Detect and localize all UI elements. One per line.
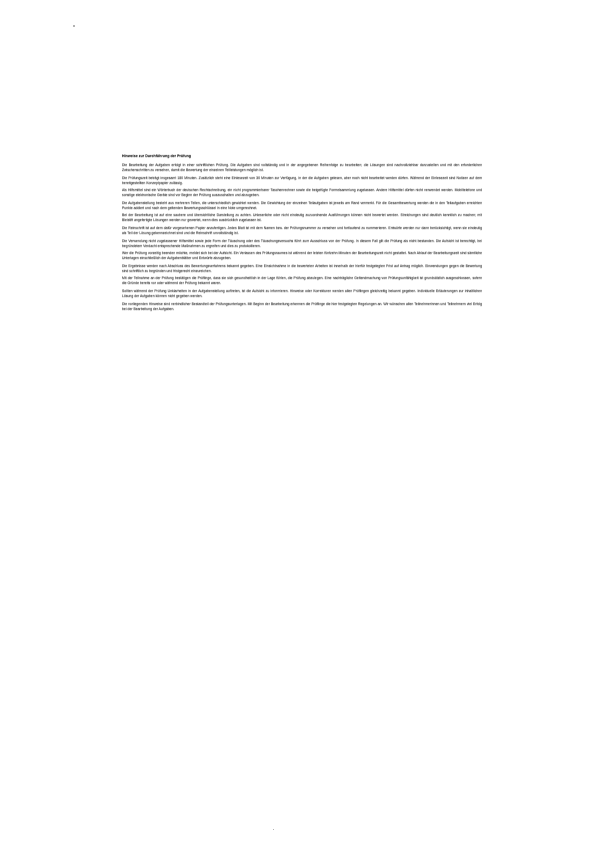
paragraph: Bei der Bearbeitung ist auf eine saubere und übersichtliche Darstellung zu achten. Unleserliche oder nicht eindeutig zuzuordnende Ausführungen können nicht bewertet werden. Streichungen sind deutlich kenntlich zu machen; mit Bleistift angefertigte Lösungen werden nur gewertet, wenn dies ausdrücklich zugelassen ist. (122, 213, 482, 223)
paragraph: Die vorliegenden Hinweise sind verbindlicher Bestandteil der Prüfungsunterlagen. Mit Beginn der Bearbeitung erkennen die Prüflinge die hier festgelegten Regelungen an. Wir wünschen allen Teilnehmerinnen und Teilnehmern viel Erfolg bei der Bearbeitung der Aufgaben. (122, 301, 482, 311)
document-heading: Hinweise zur Durchführung der Prüfung (122, 154, 192, 158)
paragraph: Die Verwendung nicht zugelassener Hilfsmittel sowie jede Form der Täuschung oder des Täuschungsversuchs führt zum Ausschluss von der Prüfung. In diesem Fall gilt die Prüfung als nicht bestanden. Die Aufsicht ist berechtigt, bei begründetem Verdacht entsprechende Maßnahmen zu ergreifen und dies zu protokollieren. (122, 238, 482, 248)
paragraph: Als Hilfsmittel sind ein Wörterbuch der deutschen Rechtschreibung, ein nicht programmierbarer Taschenrechner sowie die beigefügte Formelsammlung zugelassen. Andere Hilfsmittel dürfen nicht verwendet werden. Mobiltelefone und sonstige elektronische Geräte sind vor Beginn der Prüfung auszuschalten und abzugeben. (122, 188, 482, 198)
paragraph: Mit der Teilnahme an der Prüfung bestätigen die Prüflinge, dass sie sich gesundheitlich in der Lage fühlen, die Prüfung abzulegen. Eine nachträgliche Geltendmachung von Prüfungsunfähigkeit ist grundsätzlich ausgeschlossen, sofern die Gründe bereits vor oder während der Prüfung bekannt waren. (122, 276, 482, 286)
scan-mark (273, 829, 274, 830)
paragraph: Die Prüfungszeit beträgt insgesamt 180 Minuten. Zusätzlich steht eine Einlesezeit von 30 Minuten zur Verfügung, in der die Aufgaben gelesen, aber noch nicht bearbeitet werden dürfen. Während der Einlesezeit sind Notizen auf dem bereitgestellten Konzeptpapier zulässig. (122, 175, 482, 185)
paragraph: Die Reinschrift ist auf dem dafür vorgesehenen Papier anzufertigen. Jedes Blatt ist mit dem Namen bzw. der Prüfungsnummer zu versehen und fortlaufend zu nummerieren. Entwürfe werden nur dann berücksichtigt, wenn sie eindeutig als Teil der Lösung gekennzeichnet sind und die Reinschrift unvollständig ist. (122, 225, 482, 236)
scan-mark (73, 25, 75, 27)
paragraph: Sollten während der Prüfung Unklarheiten in der Aufgabenstellung auftreten, ist die Aufsicht zu informieren. Hinweise oder Korrekturen werden allen Prüflingen gleichzeitig bekannt gegeben. Individuelle Erläuterungen zur inhaltlichen Lösung der Aufgaben können nicht gegeben werden. (122, 288, 482, 298)
paragraph: Wer die Prüfung vorzeitig beenden möchte, meldet sich bei der Aufsicht. Ein Verlassen des Prüfungsraumes ist während der letzten fünfzehn Minuten der Bearbeitungszeit nicht gestattet. Nach Ablauf der Bearbeitungszeit sind sämtliche Unterlagen einschließlich der Aufgabenblätter und Entwürfe abzugeben. (122, 251, 482, 261)
body-text (122, 154, 482, 314)
paragraph: Die Bearbeitung der Aufgaben erfolgt in einer schriftlichen Prüfung. Die Aufgaben sind vollständig und in der angegebenen Reihenfolge zu bearbeiten; die Lösungen sind nachvollziehbar darzustellen und mit den erforderlichen Zwischenschritten zu versehen, damit die Bewertung der einzelnen Teilleistungen möglich ist. (122, 163, 482, 173)
paragraph: Die Aufgabenstellung besteht aus mehreren Teilen, die unterschiedlich gewichtet werden. Die Gewichtung der einzelnen Teilaufgaben ist jeweils am Rand vermerkt. Für die Gesamtbewertung werden die in den Teilaufgaben erreichten Punkte addiert und nach dem geltenden Bewertungsschlüssel in eine Note umgerechnet. (122, 200, 482, 210)
paragraph: Die Ergebnisse werden nach Abschluss des Bewertungsverfahrens bekannt gegeben. Eine Einsichtnahme in die bewerteten Arbeiten ist innerhalb der hierfür festgelegten Frist auf Antrag möglich. Einwendungen gegen die Bewertung sind schriftlich zu begründen und fristgerecht einzureichen. (122, 263, 482, 273)
